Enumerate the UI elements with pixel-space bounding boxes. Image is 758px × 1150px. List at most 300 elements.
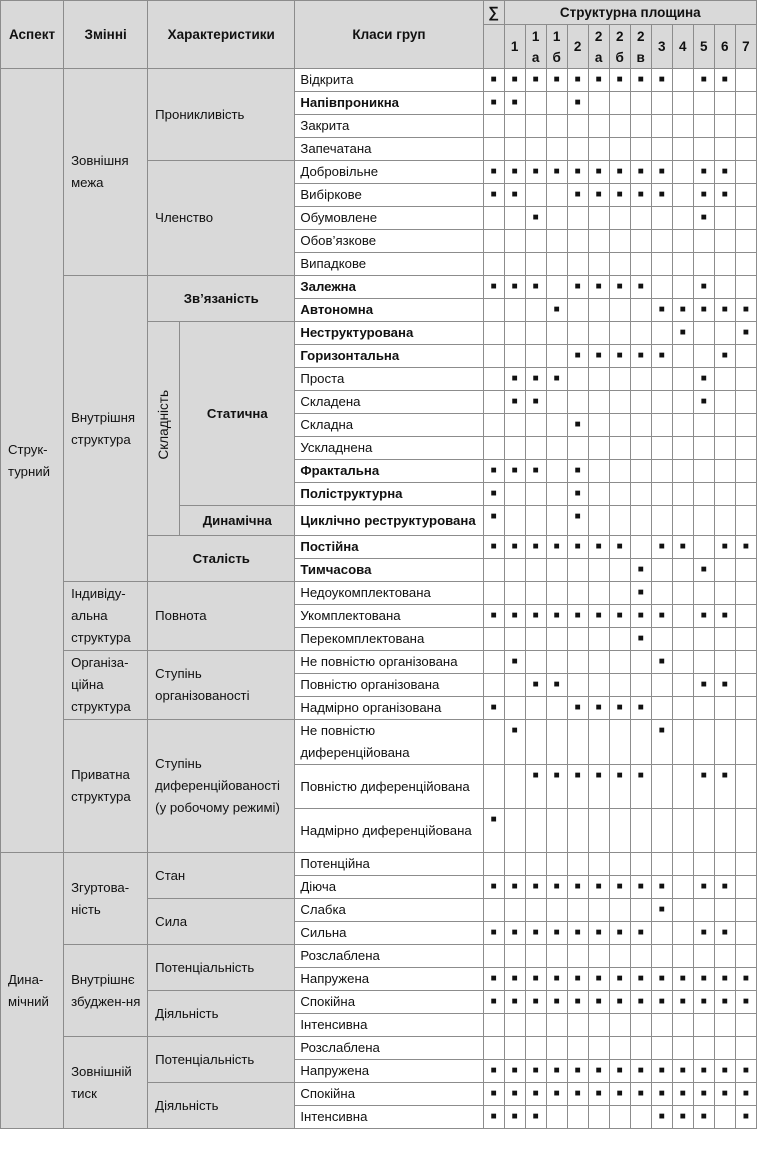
empty-cell xyxy=(672,368,693,391)
empty-cell xyxy=(714,391,735,414)
empty-cell xyxy=(504,559,525,582)
marker: ■ xyxy=(588,968,609,991)
empty-sum xyxy=(483,945,504,968)
empty-cell xyxy=(588,1037,609,1060)
marker: ■ xyxy=(651,876,672,899)
marker: ■ xyxy=(735,991,756,1014)
empty-cell xyxy=(546,483,567,506)
empty-cell xyxy=(651,414,672,437)
empty-sum xyxy=(483,1014,504,1037)
marker: ■ xyxy=(714,345,735,368)
marker: ■ xyxy=(630,1060,651,1083)
empty-cell xyxy=(588,1106,609,1129)
marker: ■ xyxy=(609,536,630,559)
marker: ■ xyxy=(714,674,735,697)
empty-cell xyxy=(693,414,714,437)
marker: ■ xyxy=(525,536,546,559)
empty-cell xyxy=(651,115,672,138)
empty-cell xyxy=(651,765,672,809)
marker: ■ xyxy=(567,460,588,483)
marker: ■ xyxy=(504,720,525,765)
empty-cell xyxy=(735,922,756,945)
char-org-degree: Ступінь організованості xyxy=(148,651,295,720)
empty-cell xyxy=(651,483,672,506)
empty-cell xyxy=(630,651,651,674)
empty-sum xyxy=(483,437,504,460)
header-aspect: Аспект xyxy=(1,1,64,69)
empty-cell xyxy=(567,899,588,922)
marker: ■ xyxy=(588,184,609,207)
plane-column-suffix: б xyxy=(552,49,561,65)
group-class: Потенційна xyxy=(295,853,483,876)
group-class: Запечатана xyxy=(295,138,483,161)
group-class: Ускладнена xyxy=(295,437,483,460)
marker-sum: ■ xyxy=(483,92,504,115)
empty-cell xyxy=(525,1014,546,1037)
empty-cell xyxy=(630,414,651,437)
group-class: Горизонтальна xyxy=(295,345,483,368)
empty-sum xyxy=(483,299,504,322)
empty-cell xyxy=(630,674,651,697)
empty-cell xyxy=(651,207,672,230)
group-class: Надмірно диференційована xyxy=(295,809,483,853)
empty-cell xyxy=(546,92,567,115)
empty-cell xyxy=(567,945,588,968)
empty-sum xyxy=(483,853,504,876)
empty-cell xyxy=(714,1014,735,1037)
plane-column-header xyxy=(651,25,672,69)
char-constancy: Сталість xyxy=(148,536,295,582)
empty-cell xyxy=(693,853,714,876)
variable-inner-excitation: Внутрішнє збуджен-ня xyxy=(64,945,148,1037)
empty-cell xyxy=(735,809,756,853)
empty-sum xyxy=(483,368,504,391)
empty-cell xyxy=(504,483,525,506)
marker: ■ xyxy=(567,483,588,506)
marker: ■ xyxy=(693,968,714,991)
plane-column-number: 6 xyxy=(721,39,729,54)
empty-cell xyxy=(651,922,672,945)
empty-cell xyxy=(546,1106,567,1129)
empty-cell xyxy=(735,853,756,876)
header-sum xyxy=(483,1,504,25)
marker: ■ xyxy=(504,968,525,991)
empty-cell xyxy=(504,1037,525,1060)
empty-cell xyxy=(630,230,651,253)
marker: ■ xyxy=(609,968,630,991)
char-potentiality: Потенціальність xyxy=(148,945,295,991)
empty-cell xyxy=(672,391,693,414)
empty-cell xyxy=(567,1106,588,1129)
marker: ■ xyxy=(651,161,672,184)
empty-cell xyxy=(609,207,630,230)
empty-cell xyxy=(651,460,672,483)
marker: ■ xyxy=(693,876,714,899)
empty-cell xyxy=(588,506,609,536)
empty-cell xyxy=(630,1106,651,1129)
empty-cell xyxy=(672,437,693,460)
empty-cell xyxy=(588,437,609,460)
empty-cell xyxy=(630,853,651,876)
marker: ■ xyxy=(651,536,672,559)
empty-cell xyxy=(735,765,756,809)
empty-sum xyxy=(483,207,504,230)
empty-cell xyxy=(735,559,756,582)
empty-cell xyxy=(609,720,630,765)
marker: ■ xyxy=(630,605,651,628)
empty-cell xyxy=(735,483,756,506)
marker: ■ xyxy=(609,1060,630,1083)
marker: ■ xyxy=(546,605,567,628)
marker-sum: ■ xyxy=(483,506,504,536)
marker-sum: ■ xyxy=(483,991,504,1014)
empty-cell xyxy=(567,1014,588,1037)
empty-cell xyxy=(588,253,609,276)
marker: ■ xyxy=(525,1106,546,1129)
empty-cell xyxy=(504,809,525,853)
empty-cell xyxy=(525,345,546,368)
char-activity-2: Діяльність xyxy=(148,1083,295,1129)
marker: ■ xyxy=(588,605,609,628)
marker: ■ xyxy=(714,605,735,628)
empty-cell xyxy=(714,115,735,138)
plane-column-number: 2 xyxy=(615,28,624,44)
empty-cell xyxy=(672,345,693,368)
empty-cell xyxy=(609,945,630,968)
empty-cell xyxy=(735,368,756,391)
empty-cell xyxy=(735,230,756,253)
empty-cell xyxy=(735,651,756,674)
empty-cell xyxy=(525,720,546,765)
empty-cell xyxy=(672,651,693,674)
empty-cell xyxy=(735,628,756,651)
marker: ■ xyxy=(609,345,630,368)
plane-column-header xyxy=(714,25,735,69)
empty-cell xyxy=(651,506,672,536)
empty-cell xyxy=(693,437,714,460)
empty-cell xyxy=(630,1014,651,1037)
marker: ■ xyxy=(630,697,651,720)
empty-cell xyxy=(567,1037,588,1060)
marker: ■ xyxy=(693,276,714,299)
empty-cell xyxy=(525,92,546,115)
marker: ■ xyxy=(630,876,651,899)
empty-cell xyxy=(546,582,567,605)
empty-cell xyxy=(588,138,609,161)
empty-cell xyxy=(609,899,630,922)
empty-cell xyxy=(504,945,525,968)
marker: ■ xyxy=(672,1083,693,1106)
empty-cell xyxy=(546,253,567,276)
empty-cell xyxy=(672,161,693,184)
marker: ■ xyxy=(567,414,588,437)
marker: ■ xyxy=(693,184,714,207)
marker: ■ xyxy=(651,720,672,765)
marker: ■ xyxy=(630,345,651,368)
marker: ■ xyxy=(504,922,525,945)
empty-cell xyxy=(693,720,714,765)
empty-cell xyxy=(546,506,567,536)
empty-cell xyxy=(672,253,693,276)
variable-cohesion: Згуртова-ність xyxy=(64,853,148,945)
variable-organizational: Організа-ційна структура xyxy=(64,651,148,720)
empty-cell xyxy=(567,559,588,582)
empty-cell xyxy=(693,945,714,968)
marker: ■ xyxy=(693,922,714,945)
marker: ■ xyxy=(546,161,567,184)
group-class: Поліструктурна xyxy=(295,483,483,506)
empty-cell xyxy=(546,1037,567,1060)
empty-cell xyxy=(567,138,588,161)
group-class: Недоукомплектована xyxy=(295,582,483,605)
marker: ■ xyxy=(546,368,567,391)
marker: ■ xyxy=(525,765,546,809)
empty-cell xyxy=(525,184,546,207)
marker: ■ xyxy=(546,765,567,809)
marker: ■ xyxy=(546,1060,567,1083)
marker: ■ xyxy=(504,605,525,628)
empty-cell xyxy=(735,115,756,138)
empty-cell xyxy=(693,345,714,368)
char-membership: Членство xyxy=(148,161,295,276)
marker: ■ xyxy=(567,922,588,945)
empty-cell xyxy=(630,720,651,765)
empty-cell xyxy=(567,322,588,345)
empty-cell xyxy=(693,322,714,345)
empty-cell xyxy=(651,138,672,161)
empty-cell xyxy=(672,765,693,809)
empty-cell xyxy=(672,414,693,437)
empty-cell xyxy=(546,651,567,674)
empty-cell xyxy=(609,1014,630,1037)
marker: ■ xyxy=(735,322,756,345)
marker: ■ xyxy=(609,161,630,184)
marker: ■ xyxy=(651,605,672,628)
empty-cell xyxy=(525,899,546,922)
empty-cell xyxy=(714,322,735,345)
marker: ■ xyxy=(546,876,567,899)
marker: ■ xyxy=(504,651,525,674)
empty-cell xyxy=(651,945,672,968)
empty-cell xyxy=(714,460,735,483)
marker: ■ xyxy=(525,460,546,483)
empty-cell xyxy=(504,230,525,253)
marker: ■ xyxy=(714,161,735,184)
empty-cell xyxy=(609,299,630,322)
marker: ■ xyxy=(588,697,609,720)
header-sum-empty xyxy=(483,25,504,69)
marker: ■ xyxy=(693,765,714,809)
char-diff-degree: Ступінь диференційованості (у робочому режимі) xyxy=(148,720,295,853)
empty-cell xyxy=(693,1037,714,1060)
empty-sum xyxy=(483,391,504,414)
marker: ■ xyxy=(504,1060,525,1083)
empty-cell xyxy=(735,69,756,92)
marker: ■ xyxy=(567,161,588,184)
marker: ■ xyxy=(609,765,630,809)
empty-cell xyxy=(546,322,567,345)
empty-cell xyxy=(609,460,630,483)
group-class: Повністю диференційована xyxy=(295,765,483,809)
marker: ■ xyxy=(651,69,672,92)
empty-cell xyxy=(525,322,546,345)
empty-cell xyxy=(546,207,567,230)
marker: ■ xyxy=(546,922,567,945)
group-class: Закрита xyxy=(295,115,483,138)
marker: ■ xyxy=(525,991,546,1014)
table-row xyxy=(1,276,757,299)
empty-cell xyxy=(504,437,525,460)
group-class: Напружена xyxy=(295,968,483,991)
marker-sum: ■ xyxy=(483,922,504,945)
empty-cell xyxy=(504,628,525,651)
empty-cell xyxy=(588,92,609,115)
group-class: Укомплектована xyxy=(295,605,483,628)
empty-cell xyxy=(693,230,714,253)
empty-cell xyxy=(735,414,756,437)
group-class: Випадкове xyxy=(295,253,483,276)
empty-cell xyxy=(735,460,756,483)
empty-sum xyxy=(483,651,504,674)
empty-cell xyxy=(672,69,693,92)
char-force: Сила xyxy=(148,899,295,945)
marker: ■ xyxy=(735,1083,756,1106)
marker: ■ xyxy=(672,991,693,1014)
marker: ■ xyxy=(609,922,630,945)
empty-cell xyxy=(504,697,525,720)
empty-cell xyxy=(588,207,609,230)
marker-sum: ■ xyxy=(483,276,504,299)
marker: ■ xyxy=(567,276,588,299)
empty-cell xyxy=(504,899,525,922)
marker: ■ xyxy=(651,991,672,1014)
marker: ■ xyxy=(672,968,693,991)
empty-cell xyxy=(714,253,735,276)
empty-cell xyxy=(546,414,567,437)
empty-cell xyxy=(672,483,693,506)
empty-cell xyxy=(714,945,735,968)
empty-cell xyxy=(567,368,588,391)
empty-cell xyxy=(504,138,525,161)
table-row xyxy=(1,582,757,605)
group-class: Повністю організована xyxy=(295,674,483,697)
marker: ■ xyxy=(609,605,630,628)
marker: ■ xyxy=(630,161,651,184)
marker: ■ xyxy=(630,765,651,809)
empty-cell xyxy=(693,899,714,922)
group-class: Неструктурована xyxy=(295,322,483,345)
empty-cell xyxy=(651,628,672,651)
empty-cell xyxy=(504,207,525,230)
empty-sum xyxy=(483,253,504,276)
empty-cell xyxy=(525,299,546,322)
empty-cell xyxy=(651,1014,672,1037)
empty-cell xyxy=(546,230,567,253)
plane-column-number: 2 xyxy=(594,28,603,44)
empty-cell xyxy=(567,809,588,853)
empty-cell xyxy=(735,276,756,299)
marker: ■ xyxy=(693,161,714,184)
marker-sum: ■ xyxy=(483,460,504,483)
empty-cell xyxy=(504,345,525,368)
empty-cell xyxy=(546,945,567,968)
empty-cell xyxy=(672,605,693,628)
marker: ■ xyxy=(609,991,630,1014)
marker: ■ xyxy=(651,345,672,368)
plane-column-header xyxy=(567,25,588,69)
marker: ■ xyxy=(693,69,714,92)
marker: ■ xyxy=(546,991,567,1014)
empty-cell xyxy=(546,899,567,922)
empty-cell xyxy=(735,345,756,368)
empty-cell xyxy=(630,437,651,460)
empty-cell xyxy=(672,92,693,115)
empty-cell xyxy=(672,945,693,968)
empty-cell xyxy=(714,853,735,876)
marker: ■ xyxy=(504,460,525,483)
empty-cell xyxy=(588,559,609,582)
empty-cell xyxy=(651,253,672,276)
empty-cell xyxy=(630,299,651,322)
marker: ■ xyxy=(672,536,693,559)
marker: ■ xyxy=(504,536,525,559)
marker-sum: ■ xyxy=(483,809,504,853)
char-static: Статична xyxy=(180,322,295,506)
marker: ■ xyxy=(567,345,588,368)
empty-cell xyxy=(714,582,735,605)
empty-cell xyxy=(525,253,546,276)
empty-cell xyxy=(714,368,735,391)
marker: ■ xyxy=(567,876,588,899)
empty-cell xyxy=(714,276,735,299)
marker: ■ xyxy=(609,184,630,207)
empty-cell xyxy=(525,483,546,506)
empty-cell xyxy=(735,1037,756,1060)
marker: ■ xyxy=(525,161,546,184)
empty-cell xyxy=(735,945,756,968)
empty-sum xyxy=(483,345,504,368)
empty-cell xyxy=(672,230,693,253)
plane-column-header xyxy=(546,25,567,69)
marker-sum: ■ xyxy=(483,1106,504,1129)
aspect-structural: Струк-турний xyxy=(1,69,64,853)
empty-cell xyxy=(609,809,630,853)
empty-cell xyxy=(567,582,588,605)
char-activity: Діяльність xyxy=(148,991,295,1037)
empty-cell xyxy=(714,230,735,253)
empty-cell xyxy=(525,945,546,968)
marker: ■ xyxy=(735,299,756,322)
variable-inner-structure: Внутрішня структура xyxy=(64,276,148,582)
marker-sum: ■ xyxy=(483,161,504,184)
empty-cell xyxy=(693,628,714,651)
marker: ■ xyxy=(525,391,546,414)
group-class: Обов’язкове xyxy=(295,230,483,253)
marker: ■ xyxy=(651,184,672,207)
plane-column-number: 2 xyxy=(573,39,582,54)
empty-cell xyxy=(735,207,756,230)
group-class: Відкрита xyxy=(295,69,483,92)
marker: ■ xyxy=(546,299,567,322)
marker: ■ xyxy=(588,765,609,809)
plane-column-header xyxy=(609,25,630,69)
marker: ■ xyxy=(714,1083,735,1106)
group-class: Обумовлене xyxy=(295,207,483,230)
empty-cell xyxy=(525,809,546,853)
plane-column-number: 3 xyxy=(657,39,666,54)
empty-cell xyxy=(630,115,651,138)
marker: ■ xyxy=(525,207,546,230)
